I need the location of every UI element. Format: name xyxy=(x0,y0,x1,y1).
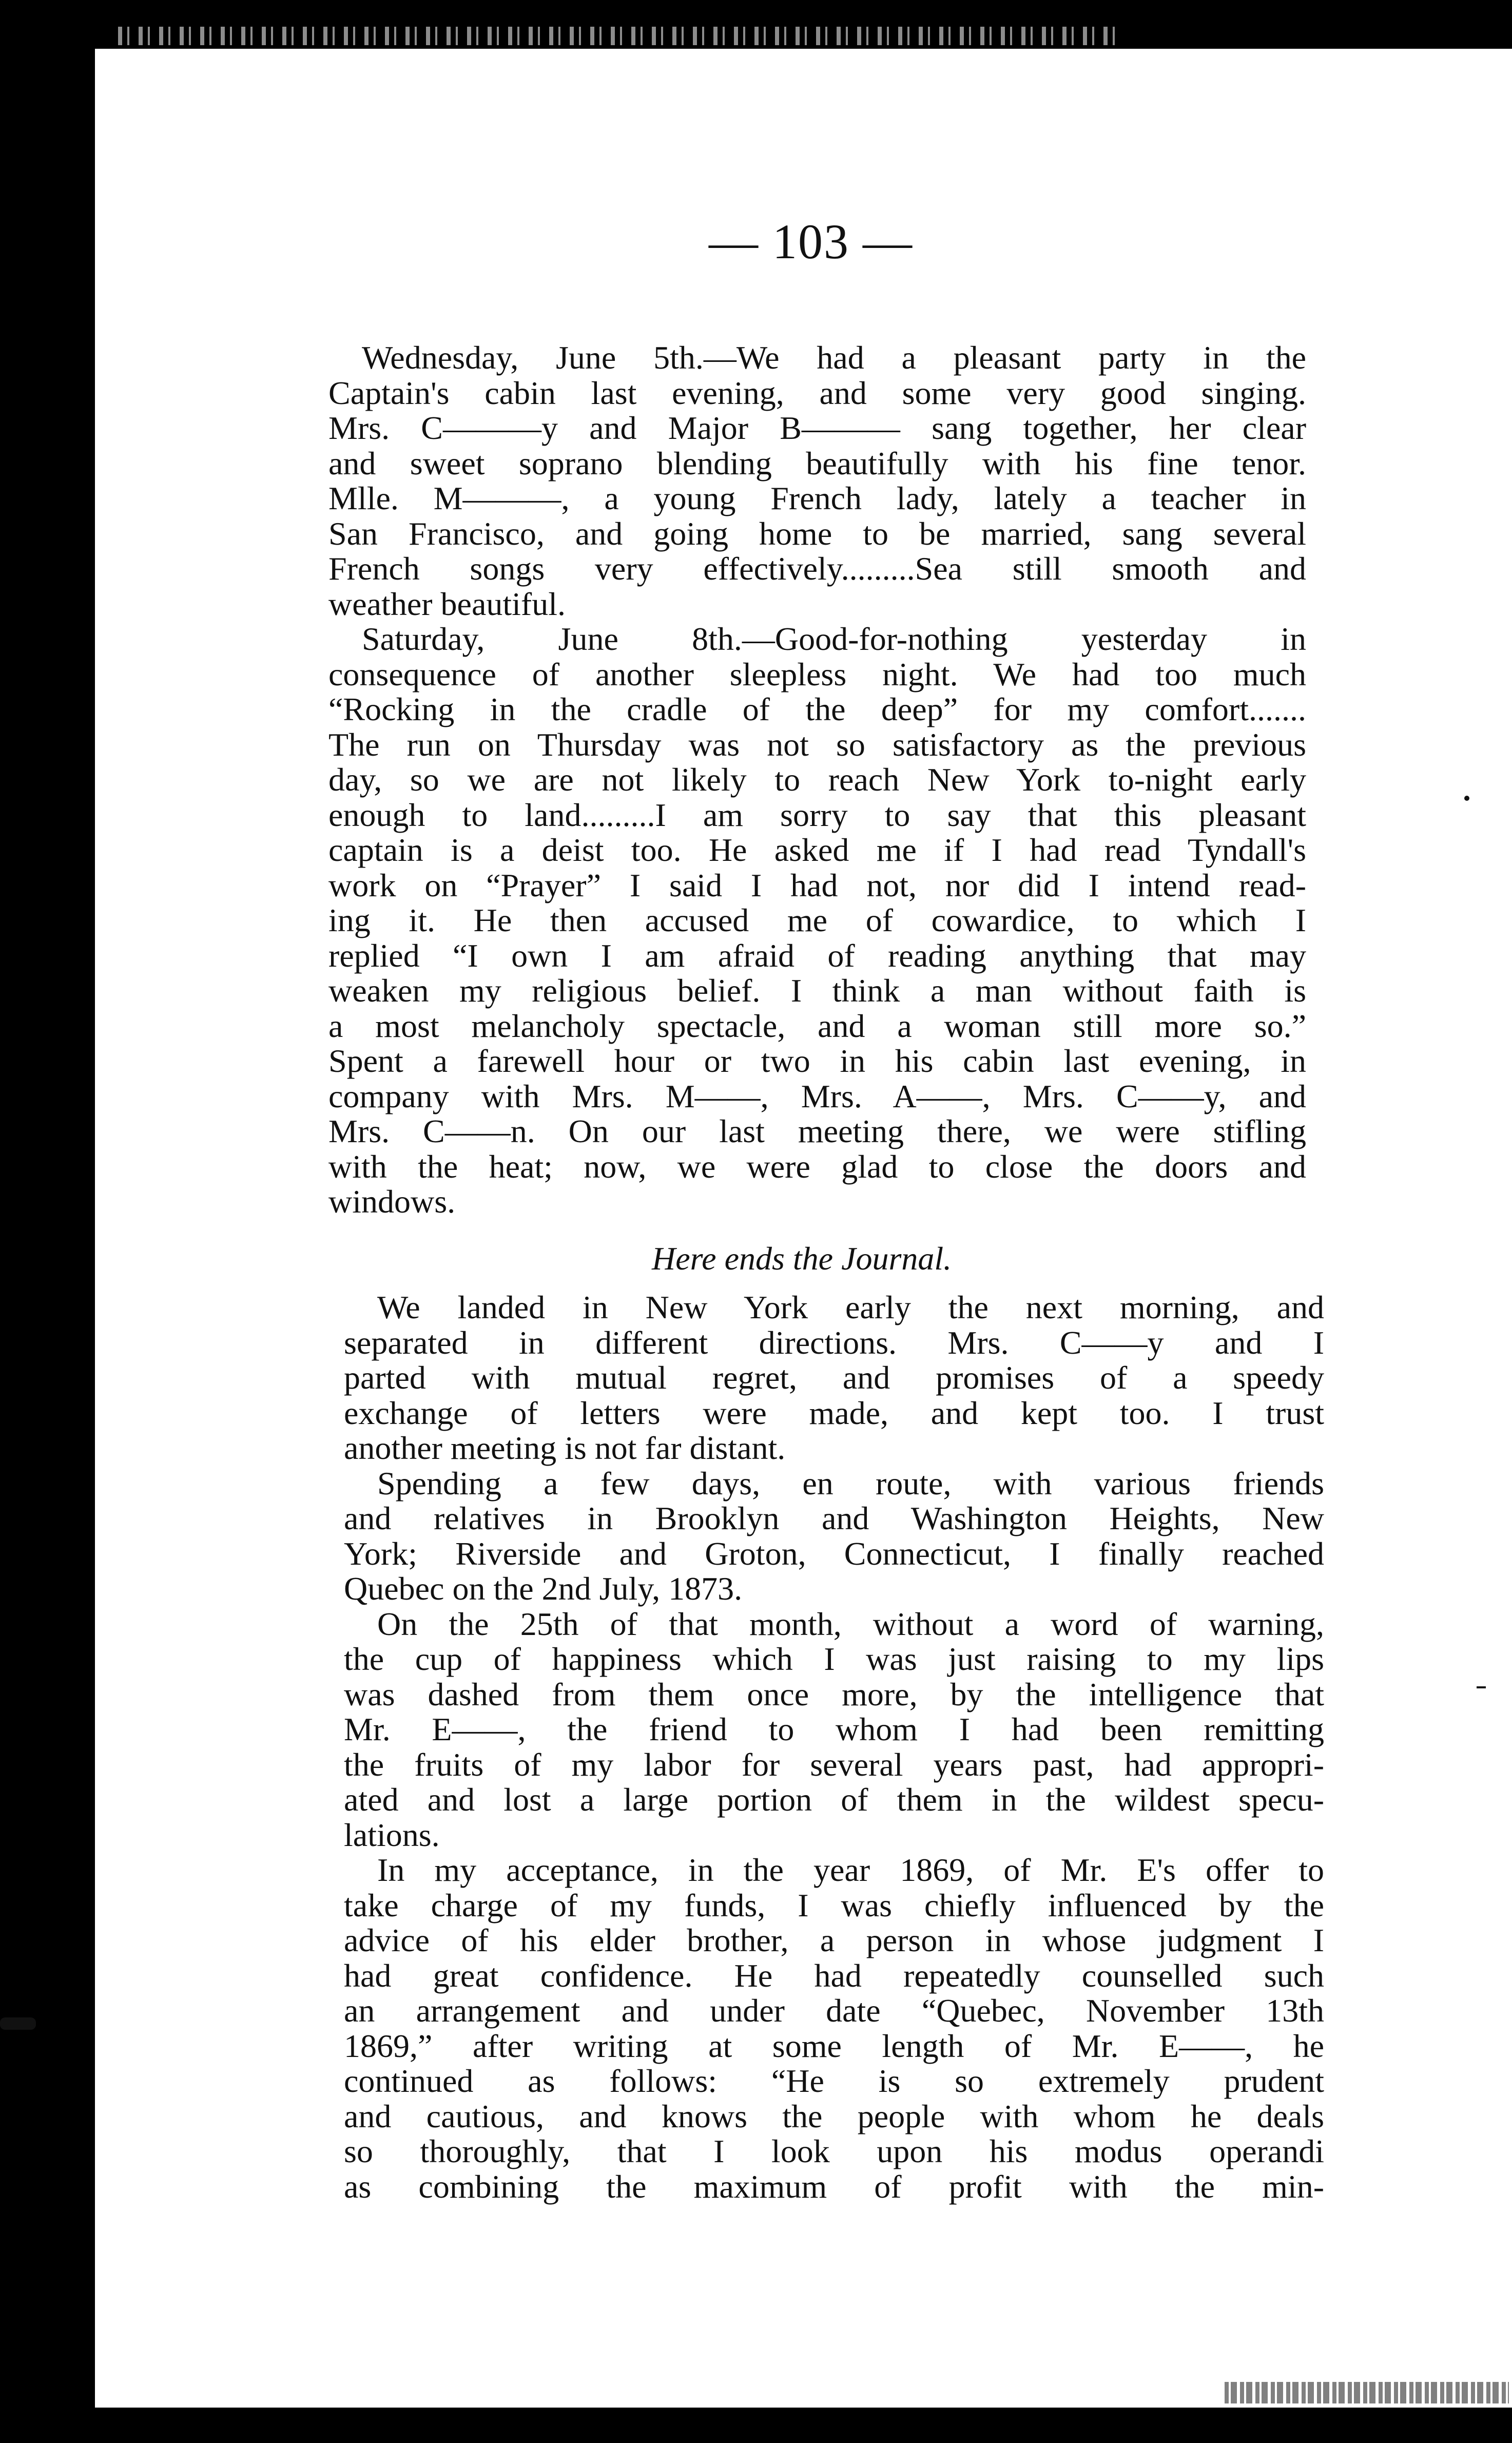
text-line: 1869,” after writing at some length of Mr. E——, he xyxy=(344,2027,1324,2064)
text-line: continued as follows: “He is so extremely prudent xyxy=(344,2063,1324,2099)
text-line: Captain's cabin last evening, and some very good singing. xyxy=(328,374,1306,411)
text-line: consequence of another sleepless night. We had too much xyxy=(328,656,1306,692)
text-line: a most melancholy spectacle, and a woman still more so.” xyxy=(328,1007,1306,1044)
text-line: Wednesday, June 5th.—We had a pleasant party in the xyxy=(362,339,1306,376)
text-line: advice of his elder brother, a person in whose judgment I xyxy=(344,1922,1324,1958)
text-line: and relatives in Brooklyn and Washington Heights, New xyxy=(344,1500,1324,1536)
text-line: windows. xyxy=(328,1183,456,1220)
margin-speck xyxy=(1464,796,1469,801)
text-line: replied “I own I am afraid of reading anything that may xyxy=(328,937,1306,974)
book-page xyxy=(95,49,1512,2408)
text-line: Saturday, June 8th.—Good-for-nothing yesterday in xyxy=(362,621,1306,657)
text-line: take charge of my funds, I was chiefly influenced by the xyxy=(344,1887,1324,1923)
text-line: ated and lost a large portion of them in the wildest specu- xyxy=(344,1781,1324,1818)
text-line: The run on Thursday was not so satisfactory as the previous xyxy=(328,726,1306,763)
text-line: parted with mutual regret, and promises of a speedy xyxy=(344,1359,1324,1396)
narrative-text-block xyxy=(344,1290,1324,2204)
text-line: York; Riverside and Groton, Connecticut, I finally reached xyxy=(344,1535,1324,1572)
text-line: and cautious, and knows the people with whom he deals xyxy=(344,2098,1324,2134)
text-line: so thoroughly, that I look upon his modus operandi xyxy=(344,2133,1324,2169)
text-line: with the heat; now, we were glad to close the doors and xyxy=(328,1148,1306,1185)
text-line: exchange of letters were made, and kept too. I trust xyxy=(344,1394,1324,1431)
text-line: Spending a few days, en route, with various friends xyxy=(377,1465,1324,1502)
text-line: Mlle. M———, a young French lady, lately a teacher in xyxy=(328,480,1306,516)
text-line: Mrs. C——n. On our last meeting there, we were stifling xyxy=(328,1113,1306,1149)
text-line: ing it. He then accused me of cowardice, to which I xyxy=(328,902,1306,938)
text-line: We landed in New York early the next morning, and xyxy=(377,1289,1324,1325)
text-line: as combining the maximum of profit with the min- xyxy=(344,2168,1324,2205)
text-line: Mrs. C———y and Major B——— sang together, her clear xyxy=(328,410,1306,446)
text-line: day, so we are not likely to reach New York to-night early xyxy=(328,761,1306,798)
scan-noise-bottom xyxy=(1222,2382,1509,2403)
text-line: work on “Prayer” I said I had not, nor did I intend read- xyxy=(328,867,1306,903)
text-line: enough to land.........I am sorry to say that this pleasant xyxy=(328,796,1306,833)
text-line: Mr. E——, the friend to whom I had been remitting xyxy=(344,1711,1324,1747)
text-line: Spent a farewell hour or two in his cabin last evening, in xyxy=(328,1043,1306,1079)
journal-text-block xyxy=(328,340,1306,1220)
text-line: San Francisco, and going home to be married, sang several xyxy=(328,515,1306,552)
binding-mark xyxy=(0,2017,36,2030)
margin-speck xyxy=(1477,1686,1486,1688)
text-line: had great confidence. He had repeatedly counselled such xyxy=(344,1957,1324,1994)
page-number: — 103 — xyxy=(709,214,913,269)
text-line: On the 25th of that month, without a word of warning, xyxy=(377,1605,1324,1642)
text-line: In my acceptance, in the year 1869, of Mr. E's offer to xyxy=(377,1852,1324,1888)
text-line: lations. xyxy=(344,1816,440,1853)
text-line: the cup of happiness which I was just raising to my lips xyxy=(344,1641,1324,1677)
text-line: another meeting is not far distant. xyxy=(344,1430,786,1466)
text-line: the fruits of my labor for several years past, had appropri- xyxy=(344,1746,1324,1783)
text-line: Quebec on the 2nd July, 1873. xyxy=(344,1570,743,1607)
text-line: captain is a deist too. He asked me if I had read Tyndall's xyxy=(328,832,1306,868)
text-line: separated in different directions. Mrs. C——y and I xyxy=(344,1324,1324,1361)
text-line: an arrangement and under date “Quebec, November 13th xyxy=(344,1992,1324,2029)
text-line: weather beautiful. xyxy=(328,585,566,622)
journal-end-note: Here ends the Journal. xyxy=(652,1240,952,1277)
text-line: weaken my religious belief. I think a man without faith is xyxy=(328,972,1306,1009)
text-line: company with Mrs. M——, Mrs. A——, Mrs. C——y, and xyxy=(328,1078,1306,1114)
text-line: French songs very effectively.........Sea still smooth and xyxy=(328,550,1306,587)
text-line: “Rocking in the cradle of the deep” for my comfort....... xyxy=(328,691,1306,727)
text-line: and sweet soprano blending beautifully with his fine tenor. xyxy=(328,445,1306,482)
text-line: was dashed from them once more, by the intelligence that xyxy=(344,1676,1324,1713)
scan-noise-top xyxy=(118,27,1119,45)
